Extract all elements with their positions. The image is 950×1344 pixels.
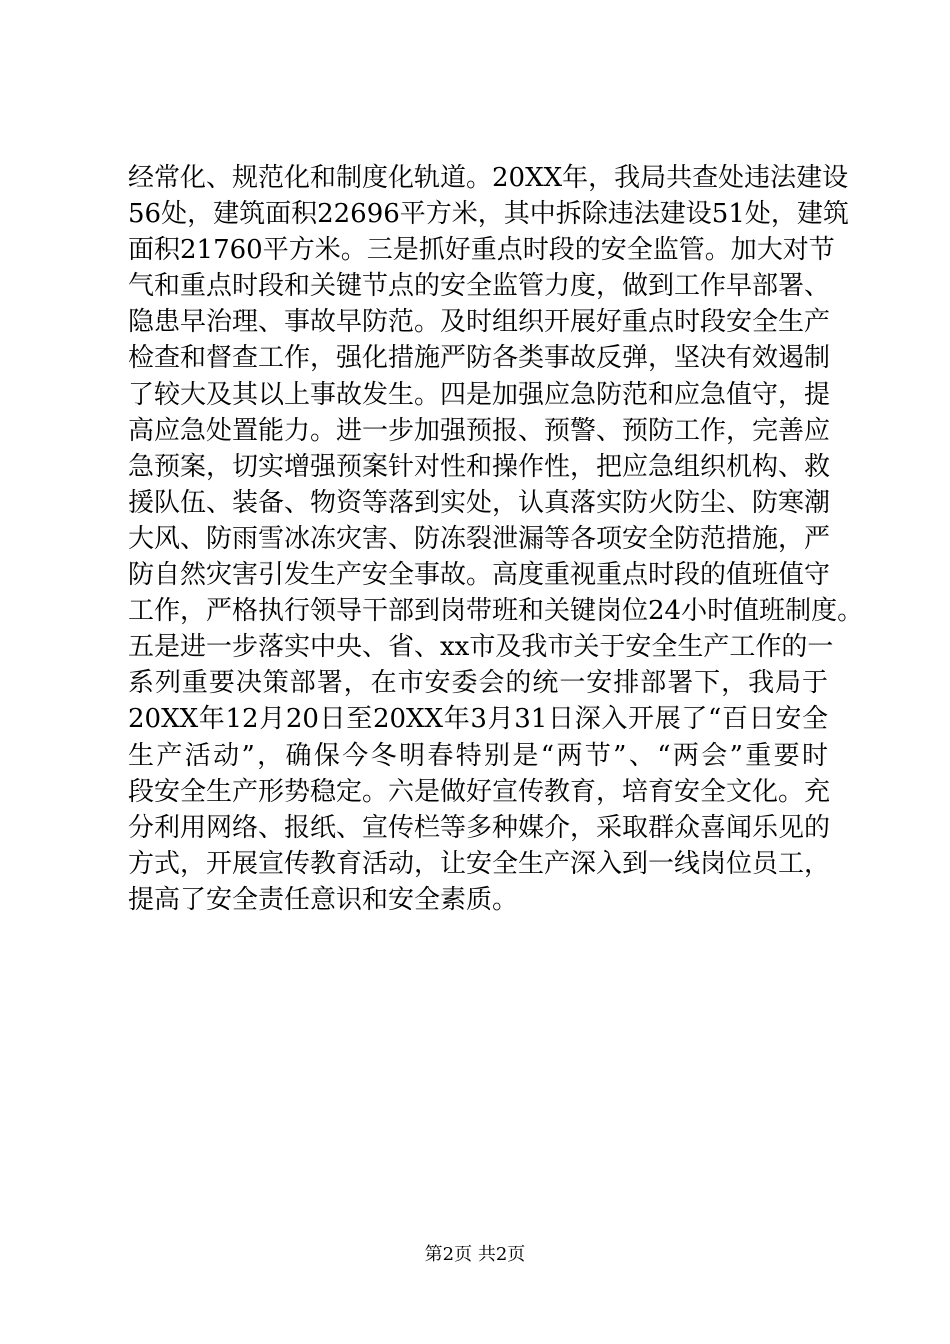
text-line: 56处，建筑面积22696平方米，其中拆除违法建设51处，建筑	[128, 199, 849, 230]
text-line: 气和重点时段和关键节点的安全监管力度，做到工作早部署、	[128, 271, 831, 302]
text-line: 经常化、规范化和制度化轨道。20XX年，我局共查处违法建设	[128, 163, 849, 193]
text-line: 了较大及其以上事故发生。四是加强应急防范和应急值守，提	[128, 379, 831, 410]
page-number-footer: 第2页 共2页	[424, 1244, 526, 1265]
text-line: 大风、防雨雪冰冻灾害、防冻裂泄漏等各项安全防范措施，严	[128, 523, 831, 554]
body-paragraph	[128, 160, 864, 918]
text-line: 检查和督查工作，强化措施严防各类事故反弹，坚决有效遏制	[128, 343, 831, 374]
text-line: 分利用网络、报纸、宣传栏等多种媒介，采取群众喜闻乐见的	[128, 812, 831, 843]
text-line: 20XX年12月20日至20XX年3月31日深入开展了“百日安全	[128, 704, 828, 735]
text-line: 生产活动”，确保今冬明春特别是“两节”、“两会”重要时	[128, 740, 828, 771]
text-line: 隐患早治理、事故早防范。及时组织开展好重点时段安全生产	[128, 307, 831, 338]
text-line: 援队伍、装备、物资等落到实处，认真落实防火防尘、防寒潮	[128, 487, 831, 518]
text-line: 系列重要决策部署，在市安委会的统一安排部署下，我局于	[128, 668, 828, 699]
text-line: 工作，严格执行领导干部到岗带班和关键岗位24小时值班制度。	[128, 596, 864, 627]
text-line: 高应急处置能力。进一步加强预报、预警、预防工作，完善应	[128, 415, 831, 446]
text-line: 五是进一步落实中央、省、xx市及我市关于安全生产工作的一	[128, 632, 834, 663]
text-line: 方式，开展宣传教育活动，让安全生产深入到一线岗位员工，	[128, 848, 831, 879]
text-line: 急预案，切实增强预案针对性和操作性，把应急组织机构、救	[128, 451, 831, 482]
text-line: 段安全生产形势稳定。六是做好宣传教育，培育安全文化。充	[128, 776, 831, 807]
text-line: 面积21760平方米。三是抓好重点时段的安全监管。加大对节	[128, 235, 835, 266]
text-line: 提高了安全责任意识和安全素质。	[128, 884, 519, 915]
text-line: 防自然灾害引发生产安全事故。高度重视重点时段的值班值守	[128, 560, 831, 591]
